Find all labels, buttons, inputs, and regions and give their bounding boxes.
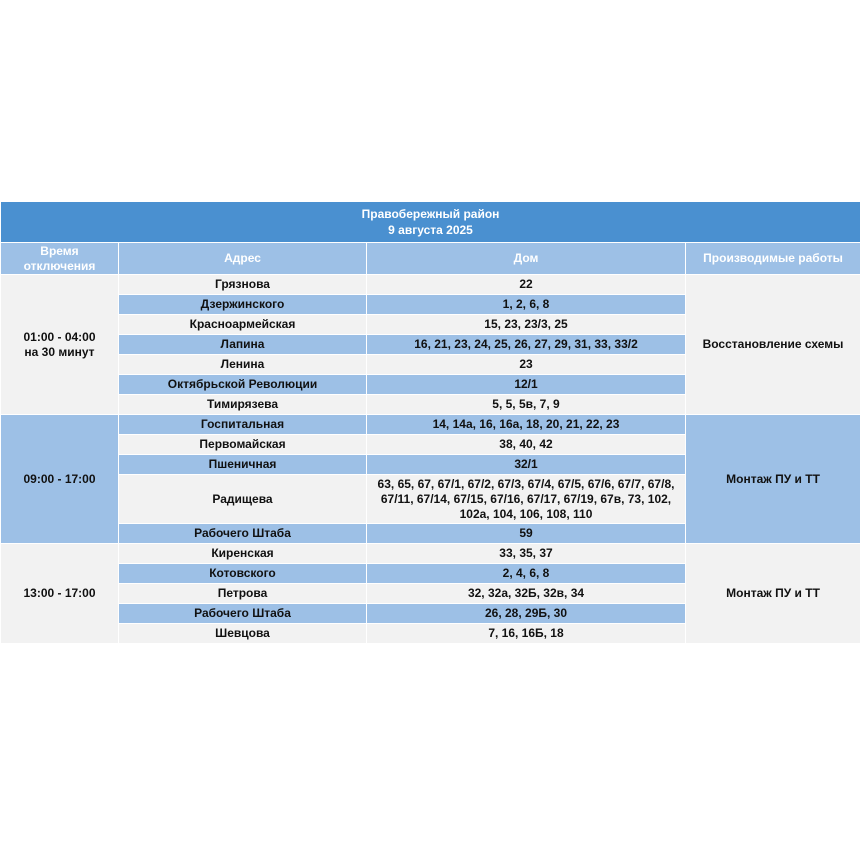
house-cell: 33, 35, 37 — [367, 544, 686, 564]
street-cell: Госпитальная — [119, 415, 367, 435]
outage-schedule — [0, 201, 860, 644]
house-cell: 12/1 — [367, 375, 686, 395]
house-cell: 38, 40, 42 — [367, 435, 686, 455]
time-range: 01:00 - 04:00 — [23, 329, 96, 344]
house-cell: 16, 21, 23, 24, 25, 26, 27, 29, 31, 33, 33/2 — [367, 335, 686, 355]
col-works: Производимые работы — [686, 243, 860, 275]
house-cell: 32, 32а, 32Б, 32в, 34 — [367, 584, 686, 604]
street-cell: Первомайская — [119, 435, 367, 455]
street-cell: Дзержинского — [119, 295, 367, 315]
street-cell: Радищева — [119, 475, 367, 524]
street-cell: Котовского — [119, 564, 367, 584]
group-3 — [1, 544, 860, 644]
house-cell: 22 — [367, 275, 686, 295]
street-cell: Шевцова — [119, 624, 367, 644]
group-time — [1, 275, 119, 415]
table-title — [1, 202, 860, 243]
group-time — [1, 415, 119, 544]
group-works: Монтаж ПУ и ТТ — [686, 415, 860, 544]
house-cell: 1, 2, 6, 8 — [367, 295, 686, 315]
col-time: Время отключения — [1, 243, 119, 275]
street-cell: Грязнова — [119, 275, 367, 295]
house-cell: 63, 65, 67, 67/1, 67/2, 67/3, 67/4, 67/5, 67/6, 67/7, 67/8, 67/11, 67/14, 67/15, 67/16, 67/17, 67/19, 67в, 73, 102, 102а, 104, 106, 108, 110 — [367, 475, 686, 524]
street-cell: Петрова — [119, 584, 367, 604]
street-cell: Октябрьской Революции — [119, 375, 367, 395]
street-cell: Киренская — [119, 544, 367, 564]
outage-date: 9 августа 2025 — [388, 223, 473, 237]
col-address: Адрес — [119, 243, 367, 275]
time-range: 09:00 - 17:00 — [23, 471, 96, 486]
col-house: Дом — [367, 243, 686, 275]
group-time — [1, 544, 119, 644]
table-row — [1, 415, 860, 435]
table-row — [1, 544, 860, 564]
table-row — [1, 275, 860, 295]
group-works: Монтаж ПУ и ТТ — [686, 544, 860, 644]
street-cell: Лапина — [119, 335, 367, 355]
house-cell: 23 — [367, 355, 686, 375]
house-cell: 2, 4, 6, 8 — [367, 564, 686, 584]
time-note: на 30 минут — [24, 344, 95, 359]
house-cell: 26, 28, 29Б, 30 — [367, 604, 686, 624]
street-cell: Тимирязева — [119, 395, 367, 415]
group-2 — [1, 415, 860, 544]
street-cell: Ленина — [119, 355, 367, 375]
house-cell: 59 — [367, 524, 686, 544]
time-range: 13:00 - 17:00 — [23, 586, 96, 600]
house-cell: 15, 23, 23/3, 25 — [367, 315, 686, 335]
street-cell: Рабочего Штаба — [119, 604, 367, 624]
house-cell: 7, 16, 16Б, 18 — [367, 624, 686, 644]
group-1 — [1, 275, 860, 415]
outage-table — [0, 201, 860, 644]
street-cell: Пшеничная — [119, 455, 367, 475]
column-headers — [1, 243, 860, 275]
house-cell: 5, 5, 5в, 7, 9 — [367, 395, 686, 415]
street-cell: Красноармейская — [119, 315, 367, 335]
group-works: Восстановление схемы — [686, 275, 860, 415]
street-cell: Рабочего Штаба — [119, 524, 367, 544]
house-cell: 14, 14а, 16, 16а, 18, 20, 21, 22, 23 — [367, 415, 686, 435]
district-name: Правобережный район — [361, 207, 500, 221]
house-cell: 32/1 — [367, 455, 686, 475]
